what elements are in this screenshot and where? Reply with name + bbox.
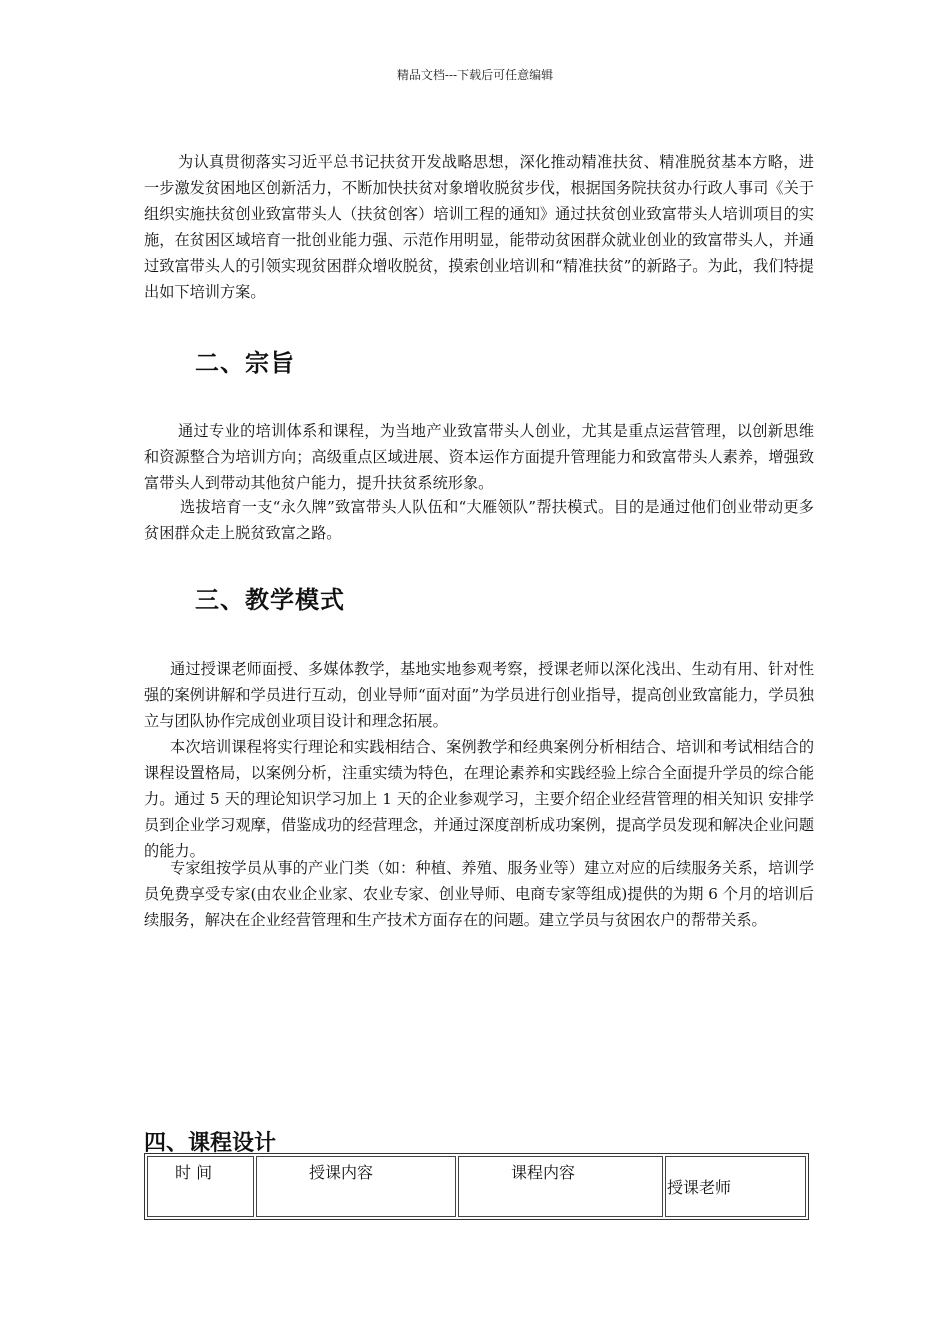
header-instructor: 授课老师 [667,1178,732,1197]
section-heading-course-design: 四、课程设计 [144,1130,277,1156]
section-heading-teaching-mode: 三、教学模式 [195,586,345,614]
table-header-cell [256,1156,456,1217]
teaching-paragraph-1: 通过授课老师面授、多媒体教学，基地实地参观考察，授课老师以深化浅出、生动有用、针对性强的案例讲解和学员进行互动，创业导师“面对面”为学员进行创业指导，提高创业致富能力，学员独立与团队协作完成创业项目设计和理念拓展。 [144,660,814,730]
purpose-paragraph-2: 选拔培育一支“永久牌”致富带头人队伍和“大雁领队”帮扶模式。目的是通过他们创业带动更多贫困群众走上脱贫致富之路。 [144,498,814,542]
header-watermark: 精品文档---下载后可任意编辑 [396,68,554,82]
table-header-cell [147,1156,254,1217]
section-heading-purpose: 二、宗旨 [195,349,295,377]
table-header-cell [665,1156,806,1217]
table-header-row [147,1156,806,1217]
purpose-paragraph-1: 通过专业的培训体系和课程，为当地产业致富带头人创业，尤其是重点运营管理，以创新思维和资源整合为培训方向；高级重点区域进展、资本运作方面提升管理能力和致富带头人素养，增强致富带头人到带动其他贫户能力，提升扶贫系统形象。 [144,422,814,492]
intro-paragraph: 为认真贯彻落实习近平总书记扶贫开发战略思想，深化推动精准扶贫、精准脱贫基本方略，进一步激发贫困地区创新活力，不断加快扶贫对象增收脱贫步伐，根据国务院扶贫办行政人事司《关于组织实施扶贫创业致富带头人（扶贫创客）培训工程的通知》通过扶贫创业致富带头人培训项目的实施，在贫困区域培育一批创业能力强、示范作用明显，能带动贫困群众就业创业的致富带头人，并通过致富带头人的引领实现贫困群众增收脱贫，摸索创业培训和“精准扶贫”的新路子。为此，我们特提出如下培训方案。 [144,153,814,301]
table-header-cell [458,1156,663,1217]
teaching-paragraph-3: 专家组按学员从事的产业门类（如：种植、养殖、服务业等）建立对应的后续服务关系，培训学员免费享受专家(由农业企业家、农业专家、创业导师、电商专家等组成)提供的为期 6 个月的培训后续服务，解决在企业经营管理和生产技术方面存在的问题。建立学员与贫困农户的帮带关系。 [144,859,814,929]
header-time: 时 间 [175,1163,213,1182]
course-table [144,1153,809,1220]
header-lecture-content: 授课内容 [309,1163,374,1182]
teaching-paragraph-2: 本次培训课程将实行理论和实践相结合、案例教学和经典案例分析相结合、培训和考试相结合的课程设置格局，以案例分析，注重实绩为特色，在理论素养和实践经验上综合全面提升学员的综合能力。通过 5 天的理论知识学习加上 1 天的企业参观学习，主要介绍企业经营管理的相关知识 安排学员到企业学习观摩，借鉴成功的经营理念，并通过深度剖析成功案例，提高学员发现和解决企业问题的能力。 [144,738,814,860]
header-course-content: 课程内容 [511,1163,576,1182]
